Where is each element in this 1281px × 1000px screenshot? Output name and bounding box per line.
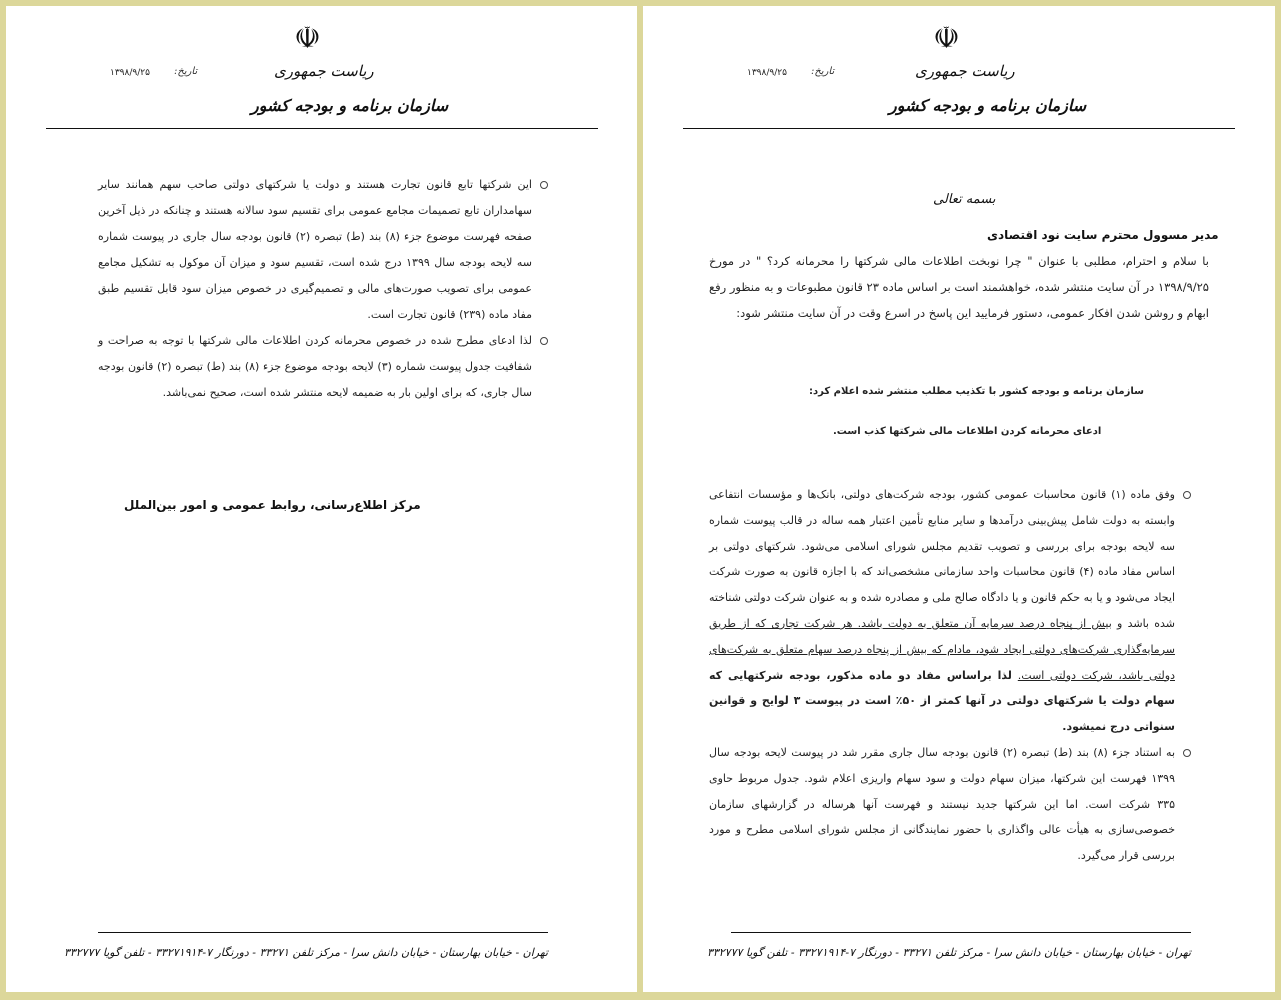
list-item [709,482,1191,740]
bullet1-bold: لذا براساس مفاد دو ماده مذکور، بودجه شرکتهایی که سهام دولت یا شرکتهای دولتی در آنها کمتر از ۵۰٪ است در پیوست ۳ لوایح و قوانین سنواتی درج نمیشود. [709,668,1175,734]
org-line-pbo: سازمان برنامه و بودجه کشور [251,96,449,115]
intro-paragraph: با سلام و احترام، مطلبی با عنوان " چرا نوبخت اطلاعات مالی شرکتها را محرمانه کرد؟ " در مورخ ۱۳۹۸/۹/۲۵ در آن سایت منتشر شده، خواهشمند است بر اساس ماده ۲۳ قانون مطبوعات و به منظور رفع ابهام و روشن شدن افکار عمومی، دستور فرمایید این پاسخ در اسرع وقت در آن سایت منتشر شود: [709,254,1209,320]
iran-emblem-icon: ☫ [294,21,321,56]
letter-page-1 [643,6,1275,992]
org-line-presidency: ریاست جمهوری [274,62,374,80]
bullet1-underlined: بیش از پنجاه درصد سرمایه آن متعلق به دولت باشد. هر شرکت تجاری که از طریق سرمایه‌گذاری شرکت‌های دولتی ایجاد شود، مادام که بیش از پنجاه درصد سهام متعلق به شرکت‌های دولتی باشد، شرکت دولتی است. [709,616,1175,682]
date-value: ۱۳۹۸/۹/۲۵ [747,68,787,78]
iran-emblem-icon: ☫ [933,21,960,56]
bullet1-text: وفق ماده (۱) قانون محاسبات عمومی کشور، بودجه شرکت‌های دولتی، بانک‌ها و مؤسسات انتفاعی وابسته به دولت شامل پیش‌بینی درآمدها و سایر منابع تأمین اعتبار همه ساله در قالب پیوست شماره سه لایحه بودجه برای بررسی و تصویب تقدیم مجلس شورای اسلامی می‌شود. شرکتهای دولتی بر اساس مفاد ماده (۴) قانون محاسبات واحد سازمانی مشخصی‌اند که با اجازه قانون به صورت شرکت ایجاد می‌شود و یا به حکم قانون و یا دادگاه صالح ملی و مصادره شده و به عنوان شرکت دولتی شناخته شده باشد و [709,488,1175,630]
footer-divider [731,932,1191,933]
statement-heading: سازمان برنامه و بودجه کشور با تکذیب مطلب منتشر شده اعلام کرد: [809,386,1144,397]
date-value: ۱۳۹۸/۹/۲۵ [110,68,150,78]
addressee: مدیر مسوول محترم سایت نود اقتصادی [987,228,1219,242]
signature-department: مرکز اطلاع‌رسانی، روابط عمومی و امور بین‌الملل [124,498,421,512]
basmala: بسمه تعالی [933,192,996,207]
bullet-list [709,482,1191,869]
header-divider [683,128,1235,129]
footer-address: تهران - خیابان بهارستان - خیابان دانش سرا - مرکز تلفن ۳۳۲۷۱ - دورنگار ۷-۳۳۲۷۱۹۱۴ - تلفن گویا ۳۳۲۷۷۷ [706,946,1191,959]
org-line-presidency: ریاست جمهوری [915,62,1015,80]
bullet-list [98,172,548,406]
org-line-pbo: سازمان برنامه و بودجه کشور [889,96,1087,115]
header-divider [46,128,598,129]
statement-claim: ادعای محرمانه کردن اطلاعات مالی شرکتها کذب است. [833,426,1102,437]
footer-divider [98,932,548,933]
list-item: لذا ادعای مطرح شده در خصوص محرمانه کردن اطلاعات مالی شرکتها با توجه به صراحت و شفافیت جدول پیوست شماره (۳) لایحه بودجه موضوع جزء (۸) بند (ط) تبصره (۲) قانون بودجه سال جاری، که برای اولین بار به ضمیمه لایحه منتشر شده است، صحیح نمی‌باشد. [98,328,548,406]
footer-address: تهران - خیابان بهارستان - خیابان دانش سرا - مرکز تلفن ۳۳۲۷۱ - دورنگار ۷-۳۳۲۷۱۹۱۴ - تلفن گویا ۳۳۲۷۷۷ [63,946,548,959]
letter-page-2 [6,6,637,992]
list-item: این شرکتها تابع قانون تجارت هستند و دولت یا شرکتهای دولتی صاحب سهم همانند سایر سهامداران تابع تصمیمات مجامع عمومی برای تقسیم سود سالانه هستند و چنانکه در ذیل آخرین صفحه فهرست موضوع جزء (۸) بند (ط) تبصره (۲) قانون بودجه سال جاری در پیوست شماره سه لایحه بودجه سال ۱۳۹۹ درج شده است، تقسیم سود و میزان آن موکول به تشکیل مجامع عمومی برای تصویب صورت‌های مالی و تصمیم‌گیری در خصوص میزان سود قابل تقسیم طبق مفاد ماده (۲۳۹) قانون تجارت است. [98,172,548,328]
date-label: تاریخ: [174,66,198,77]
date-label: تاریخ: [811,66,835,77]
list-item: به استناد جزء (۸) بند (ط) تبصره (۲) قانون بودجه سال جاری مقرر شد در پیوست لایحه بودجه سال ۱۳۹۹ فهرست این شرکتها، میزان سهام دولت و سود سهام واریزی اعلام شود. جدول مربوط حاوی ۳۳۵ شرکت است. اما این شرکتها جدید نیستند و فهرست آنها هرساله در گزارشهای سازمان خصوصی‌سازی به هیأت عالی واگذاری با حضور نمایندگانی از مجلس شورای اسلامی مطرح و مورد بررسی قرار می‌گیرد. [709,740,1191,869]
